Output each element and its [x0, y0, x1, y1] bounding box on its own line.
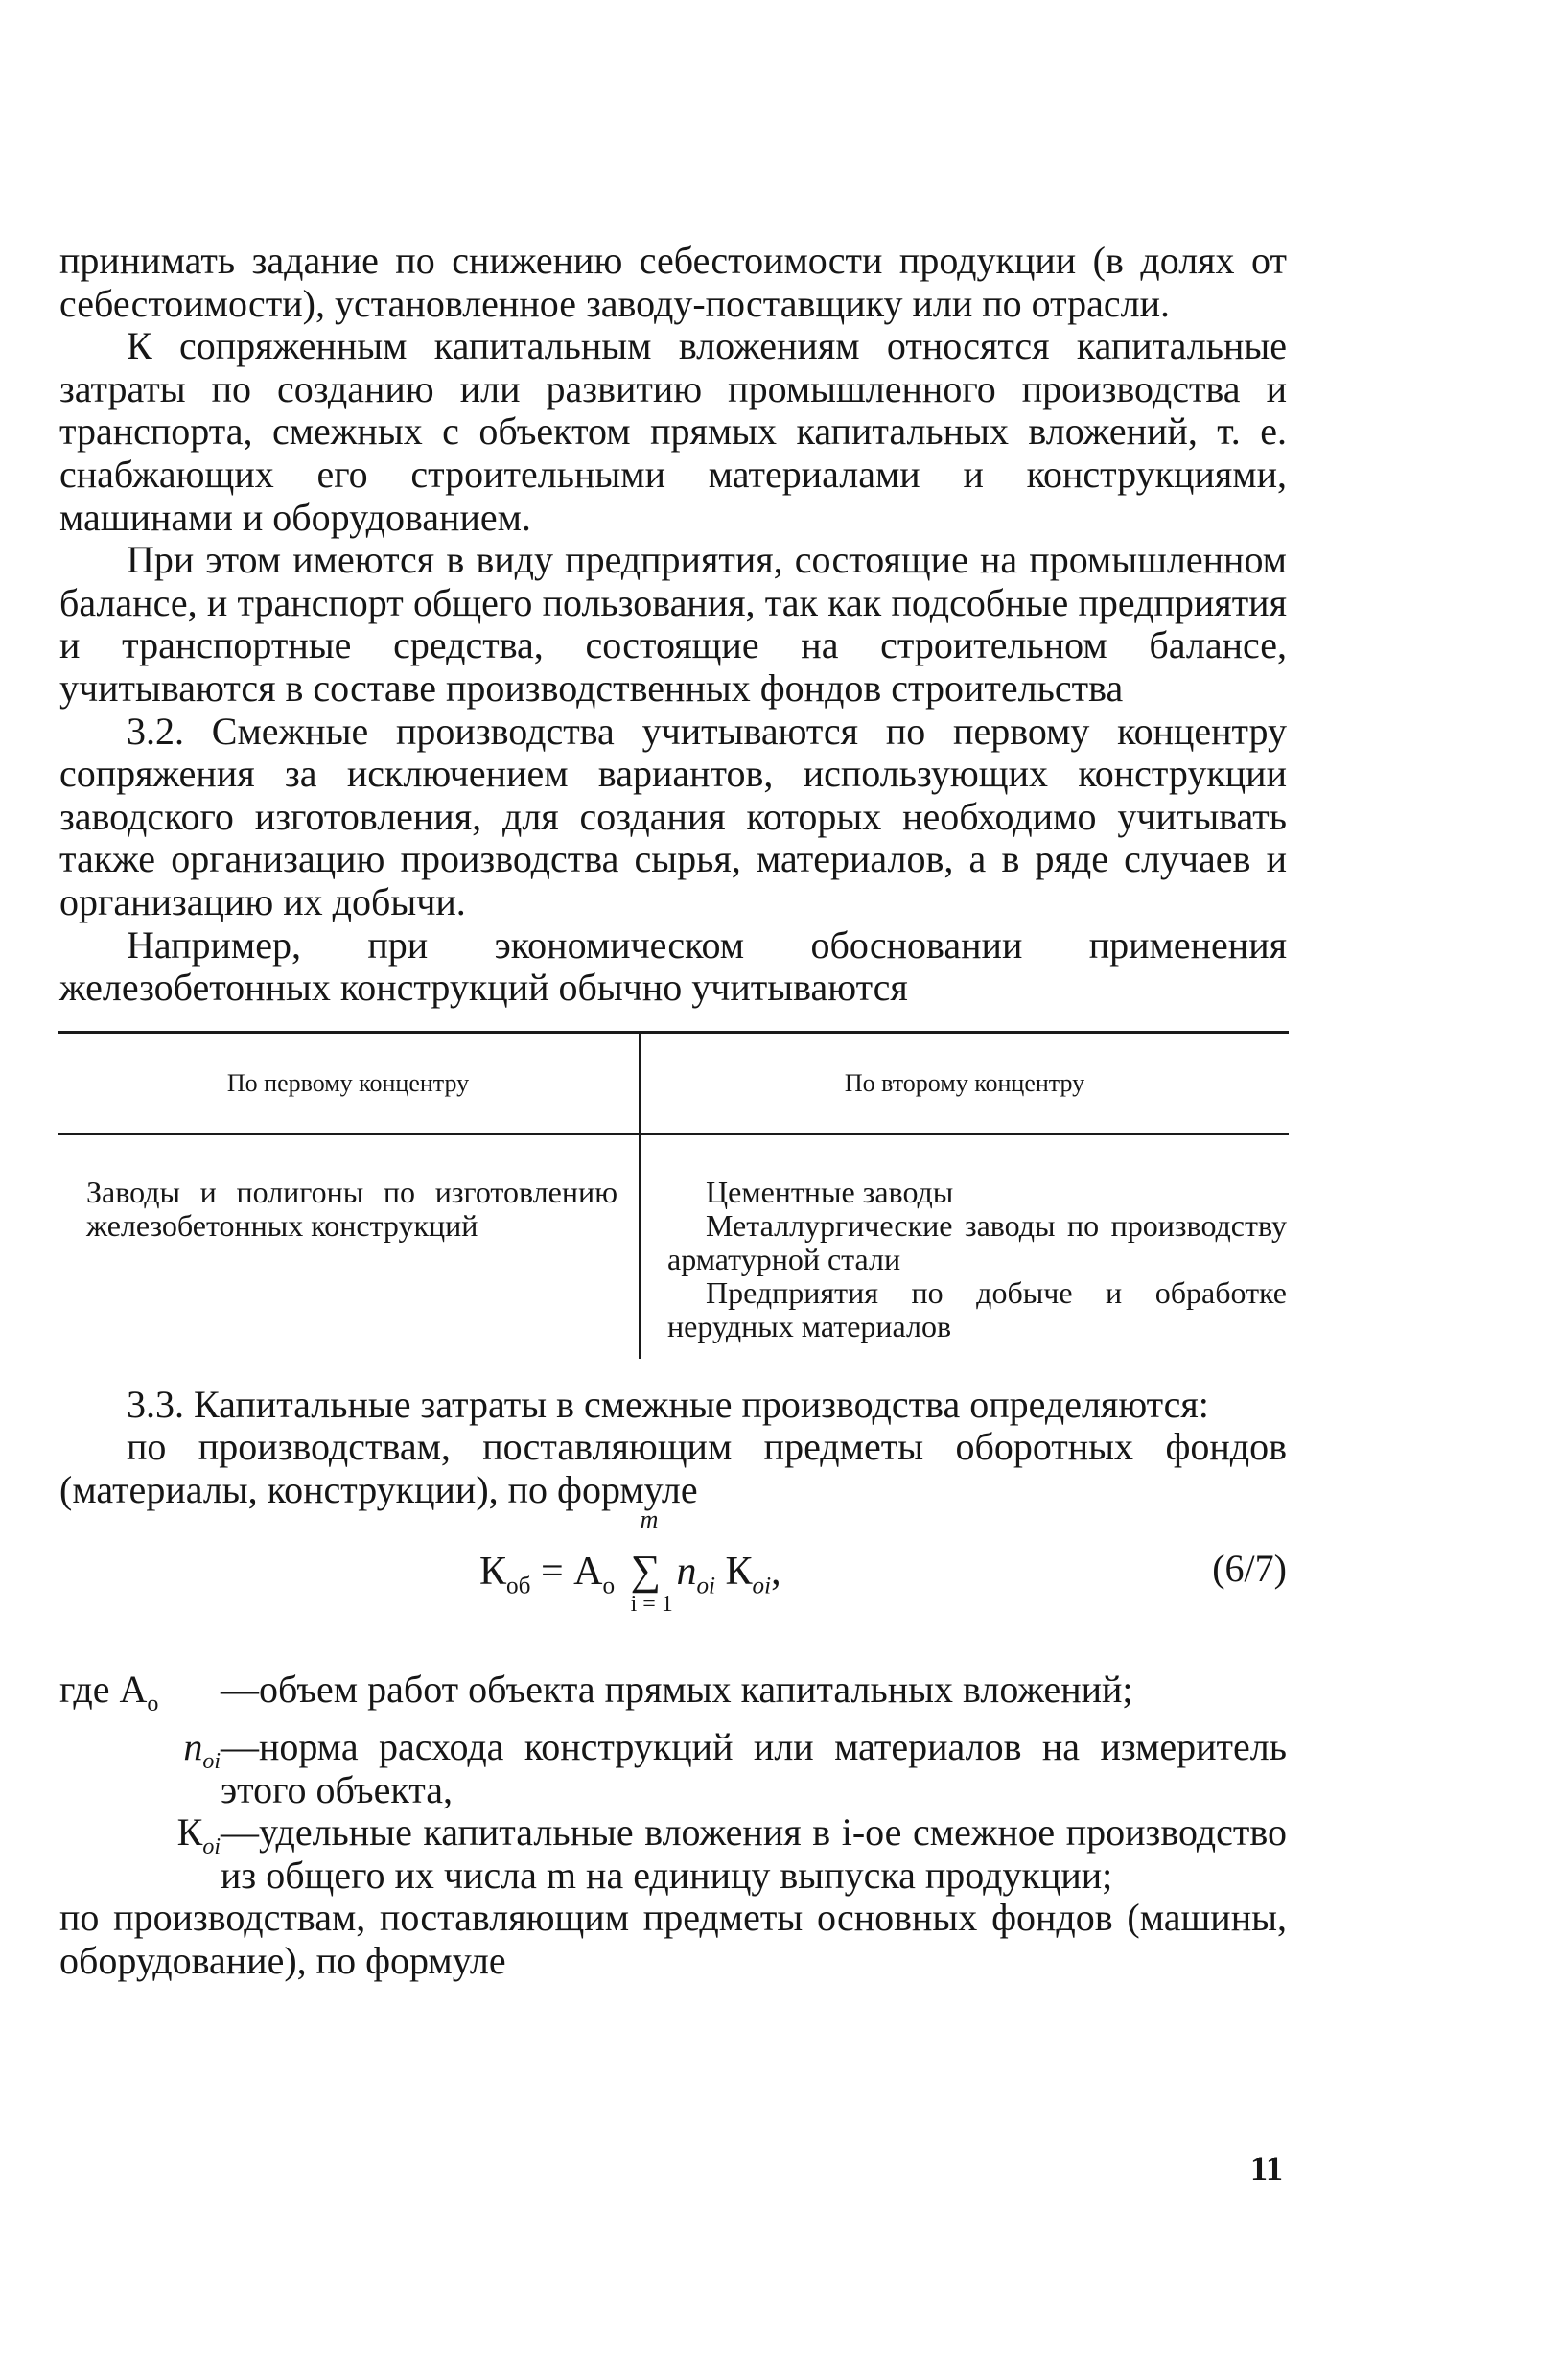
- definition-a0: [59, 1668, 1287, 1726]
- definition-noi: [59, 1726, 1287, 1811]
- concentric-table: [58, 1031, 1289, 1359]
- sum-upper-limit: m: [640, 1505, 659, 1534]
- paragraph-working-capital: по производствам, поставляющим предметы оборотных фондов (материалы, конструкции), по формуле: [59, 1425, 1287, 1511]
- paragraph-section-3-3: 3.3. Капитальные затраты в смежные производства определяются:: [127, 1382, 1209, 1426]
- definition-desc: —объем работ объекта прямых капитальных вложений;: [221, 1668, 1133, 1712]
- formula-n-sub: oi: [696, 1573, 716, 1599]
- formula-a: А: [573, 1550, 603, 1595]
- formula-equals: =: [540, 1550, 564, 1595]
- formula-k-oi: К: [725, 1550, 753, 1595]
- definition-koi: [59, 1811, 1287, 1897]
- definition-term: [59, 1811, 221, 1897]
- formula-comma: ,: [771, 1550, 781, 1595]
- paragraph-related-investments: К сопряженным капитальным вложениям относятся капитальные затраты по созданию или развитию промышленного производства и транспорта, смежных с объектом прямых капитальных вложений, т. е. снабжающих его строительными материалами и конструкциями, машинами и оборудованием.: [59, 324, 1287, 539]
- formula-expression: [479, 1505, 781, 1618]
- definition-lead: где: [59, 1668, 120, 1712]
- table-item-metallurgy: Металлургические заводы по производству арматурной стали: [667, 1207, 1287, 1276]
- sum-symbol: ∑ m i = 1: [630, 1505, 673, 1618]
- page-number: 11: [1249, 2149, 1283, 2187]
- table-body-row: [58, 1135, 1289, 1359]
- paragraph-section-3-2: 3.2. Смежные производства учитываются по первому концентру сопряжения за исключением вариантов, использующих конструкции заводского изготовления, для создания которых необходимо учитывать также организацию производства сырья, материалов, а в ряде случаев и организацию их добычи.: [59, 709, 1287, 923]
- formula-6-7: [59, 1505, 1287, 1651]
- paragraph-enterprises-balance: При этом имеются в виду предприятия, состоящие на промышленном балансе, и транспорт общего пользования, так как подсобные предприятия и транспортные средства, состоящие на строительном балансе, учитываются в составе производственных фондов строительства: [59, 538, 1287, 710]
- term-symbol: А: [119, 1668, 148, 1712]
- paragraph-fixed-assets: по производствам, поставляющим предметы основных фондов (машины, оборудование), по формуле: [59, 1896, 1287, 1983]
- definition-desc: —удельные капитальные вложения в i-ое смежное производство из общего их числа m на единицу выпуска продукции;: [221, 1810, 1287, 1897]
- table-item-nonmetallic: Предприятия по добыче и обработке нерудных материалов: [667, 1274, 1287, 1343]
- table-cell-first-concentric: Заводы и полигоны по изготовлению железобетонных конструкций: [86, 1174, 617, 1243]
- formula-number: (6/7): [1212, 1547, 1287, 1591]
- term-symbol: n: [183, 1725, 203, 1769]
- table-item-cement: Цементные заводы: [706, 1174, 954, 1209]
- table-header-first-concentric: По первому концентру: [226, 1068, 470, 1097]
- formula-n: n: [676, 1550, 697, 1595]
- formula-k-oi-sub: oi: [752, 1573, 772, 1599]
- term-subscript: oi: [202, 1749, 221, 1775]
- definition-term: [59, 1726, 221, 1811]
- paragraph-continuation: принимать задание по снижению себестоимости продукции (в долях от себестоимости), установленное заводу-поставщику или по отрасли.: [59, 239, 1287, 325]
- formula-k-sub: об: [506, 1573, 531, 1599]
- paragraph-example: Например, при экономическом обосновании применения железобетонных конструкций обычно учитываются: [59, 922, 1287, 1010]
- formula-a-sub: о: [602, 1573, 616, 1599]
- definitions-list: [59, 1668, 1287, 1897]
- term-symbol: К: [176, 1810, 203, 1855]
- table-header-row: [58, 1034, 1289, 1133]
- definition-desc: —норма расхода конструкций или материалов на измеритель этого объекта,: [221, 1725, 1287, 1811]
- page-content: [59, 240, 1287, 1983]
- definition-term: [59, 1668, 221, 1726]
- table-header-second-concentric: По второму концентру: [639, 1034, 1289, 1133]
- term-subscript: oi: [202, 1834, 221, 1860]
- formula-k: К: [479, 1550, 507, 1595]
- sum-lower-limit: i = 1: [630, 1592, 673, 1618]
- table-cell-second-concentric: [639, 1135, 1289, 1359]
- term-subscript: о: [147, 1692, 159, 1717]
